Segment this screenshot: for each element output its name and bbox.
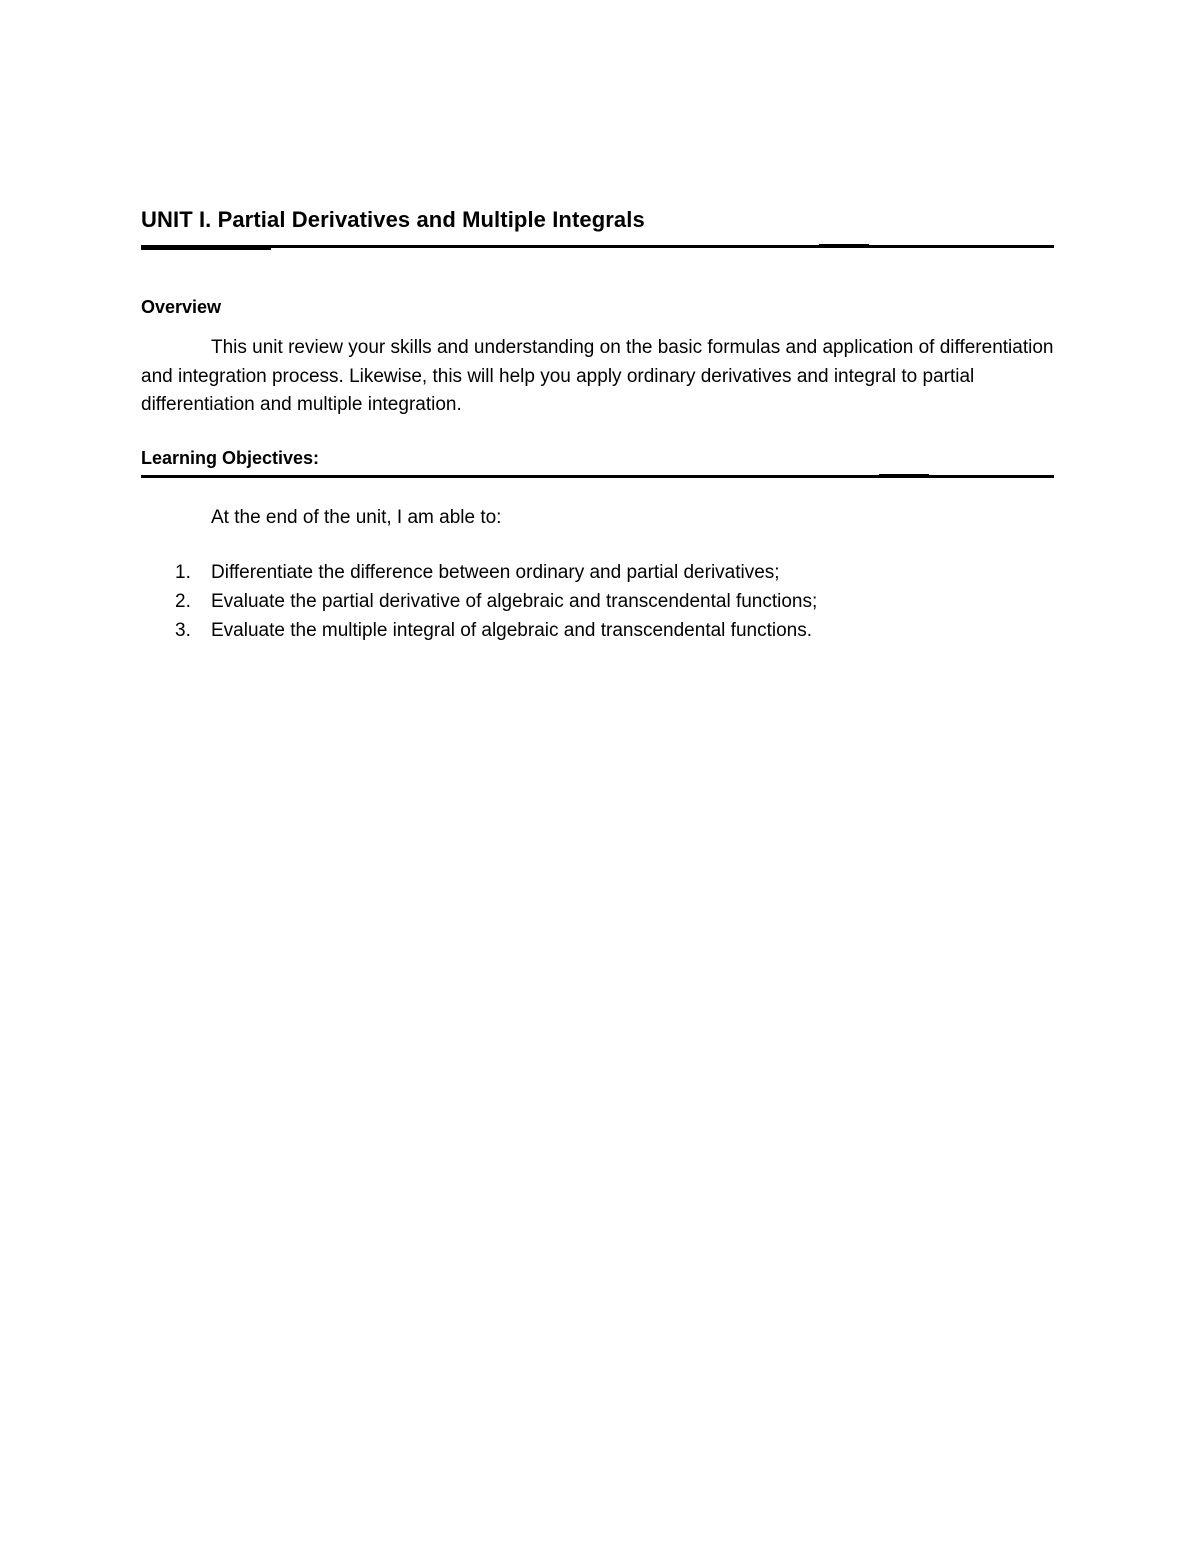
list-item-text: Evaluate the partial derivative of algebraic and transcendental functions; <box>211 590 818 612</box>
list-item-number: 2. <box>175 590 191 612</box>
list-item <box>141 616 1054 645</box>
learning-objectives-heading: Learning Objectives: <box>141 447 320 468</box>
objectives-divider <box>141 474 1054 480</box>
list-item-text: Evaluate the multiple integral of algebraic and transcendental functions. <box>211 619 812 641</box>
list-item-number: 1. <box>175 561 191 583</box>
title-divider-line <box>141 245 1054 248</box>
objectives-list <box>141 558 1054 645</box>
overview-heading: Overview <box>141 297 222 317</box>
title-divider-accent-left <box>141 247 271 250</box>
objectives-intro: At the end of the unit, I am able to: <box>211 506 502 528</box>
objectives-divider-accent-right <box>879 474 929 476</box>
title-divider-accent-right <box>819 244 869 246</box>
unit-title: UNIT I. Partial Derivatives and Multiple Integrals <box>141 207 645 232</box>
list-item <box>141 587 1054 616</box>
list-item <box>141 558 1054 587</box>
list-item-text: Differentiate the difference between ordinary and partial derivatives; <box>211 561 780 583</box>
list-item-number: 3. <box>175 619 191 641</box>
overview-paragraph: This unit review your skills and understanding on the basic formulas and application of differentiation and integration process. Likewise, this will help you apply ordinary derivatives and integral to partial differentiation and multiple integration. <box>141 337 1054 415</box>
page-content <box>141 205 1054 645</box>
title-divider <box>141 244 1054 250</box>
